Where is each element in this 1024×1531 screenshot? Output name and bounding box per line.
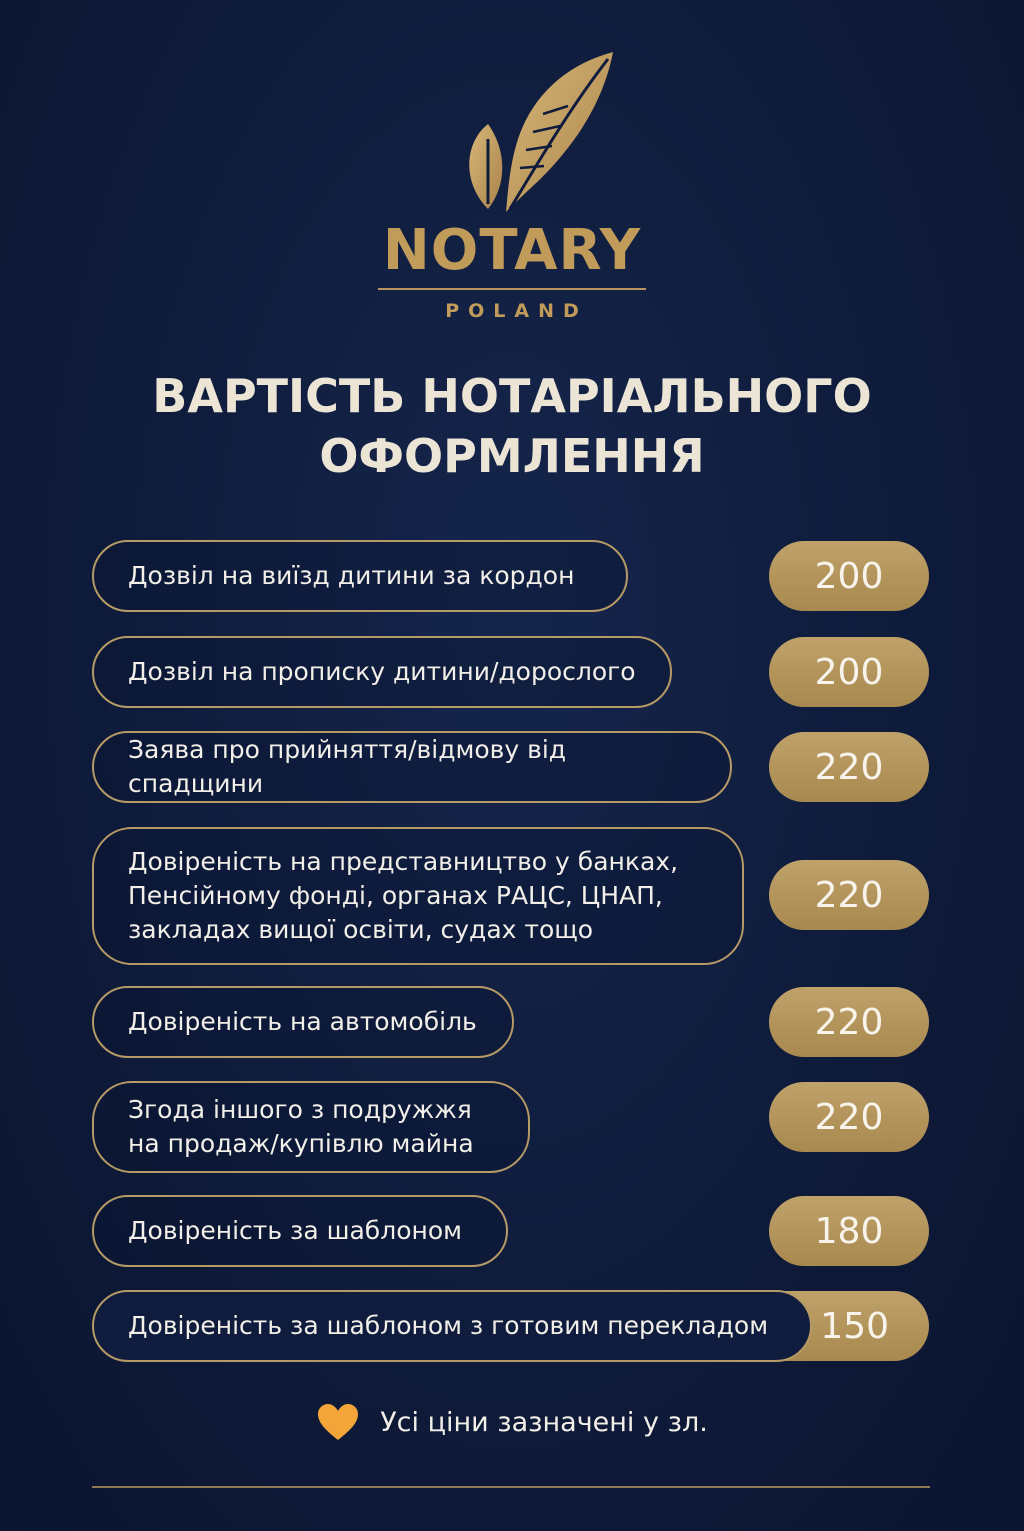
footer-divider [92, 1486, 930, 1488]
service-price: 220 [769, 732, 929, 802]
service-label: Згода іншого з подружжя на продаж/купівлю майна [92, 1081, 530, 1173]
service-label: Заява про прийняття/відмову від спадщини [92, 731, 732, 803]
service-label: Дозвіл на виїзд дитини за кордон [92, 540, 628, 612]
service-label: Дозвіл на прописку дитини/дорослого [92, 636, 672, 708]
service-price: 200 [769, 637, 929, 707]
heart-icon [316, 1402, 360, 1442]
service-price: 220 [769, 1082, 929, 1152]
feather-leaf-icon [448, 44, 623, 219]
service-price: 180 [769, 1196, 929, 1266]
service-price: 220 [769, 987, 929, 1057]
service-label: Довіреність за шаблоном з готовим перекладом [92, 1290, 812, 1362]
brand-divider [378, 288, 646, 290]
service-price: 220 [769, 860, 929, 930]
brand-name: NOTARY [382, 218, 642, 283]
brand-subtitle: POLAND [445, 300, 588, 322]
price-note-text: Усі ціни зазначені у зл. [380, 1406, 708, 1438]
service-price: 200 [769, 541, 929, 611]
price-note [0, 1402, 1024, 1442]
service-label: Довіреність на представництво у банках, Пенсійному фонді, органах РАЦС, ЦНАП, закладах вищої освіти, судах тощо [92, 827, 744, 965]
page-title: ВАРТІСТЬ НОТАРІАЛЬНОГО ОФОРМЛЕННЯ [152, 369, 872, 483]
service-label: Довіреність за шаблоном [92, 1195, 508, 1267]
service-label: Довіреність на автомобіль [92, 986, 514, 1058]
service-price: 150 [709, 1291, 929, 1361]
